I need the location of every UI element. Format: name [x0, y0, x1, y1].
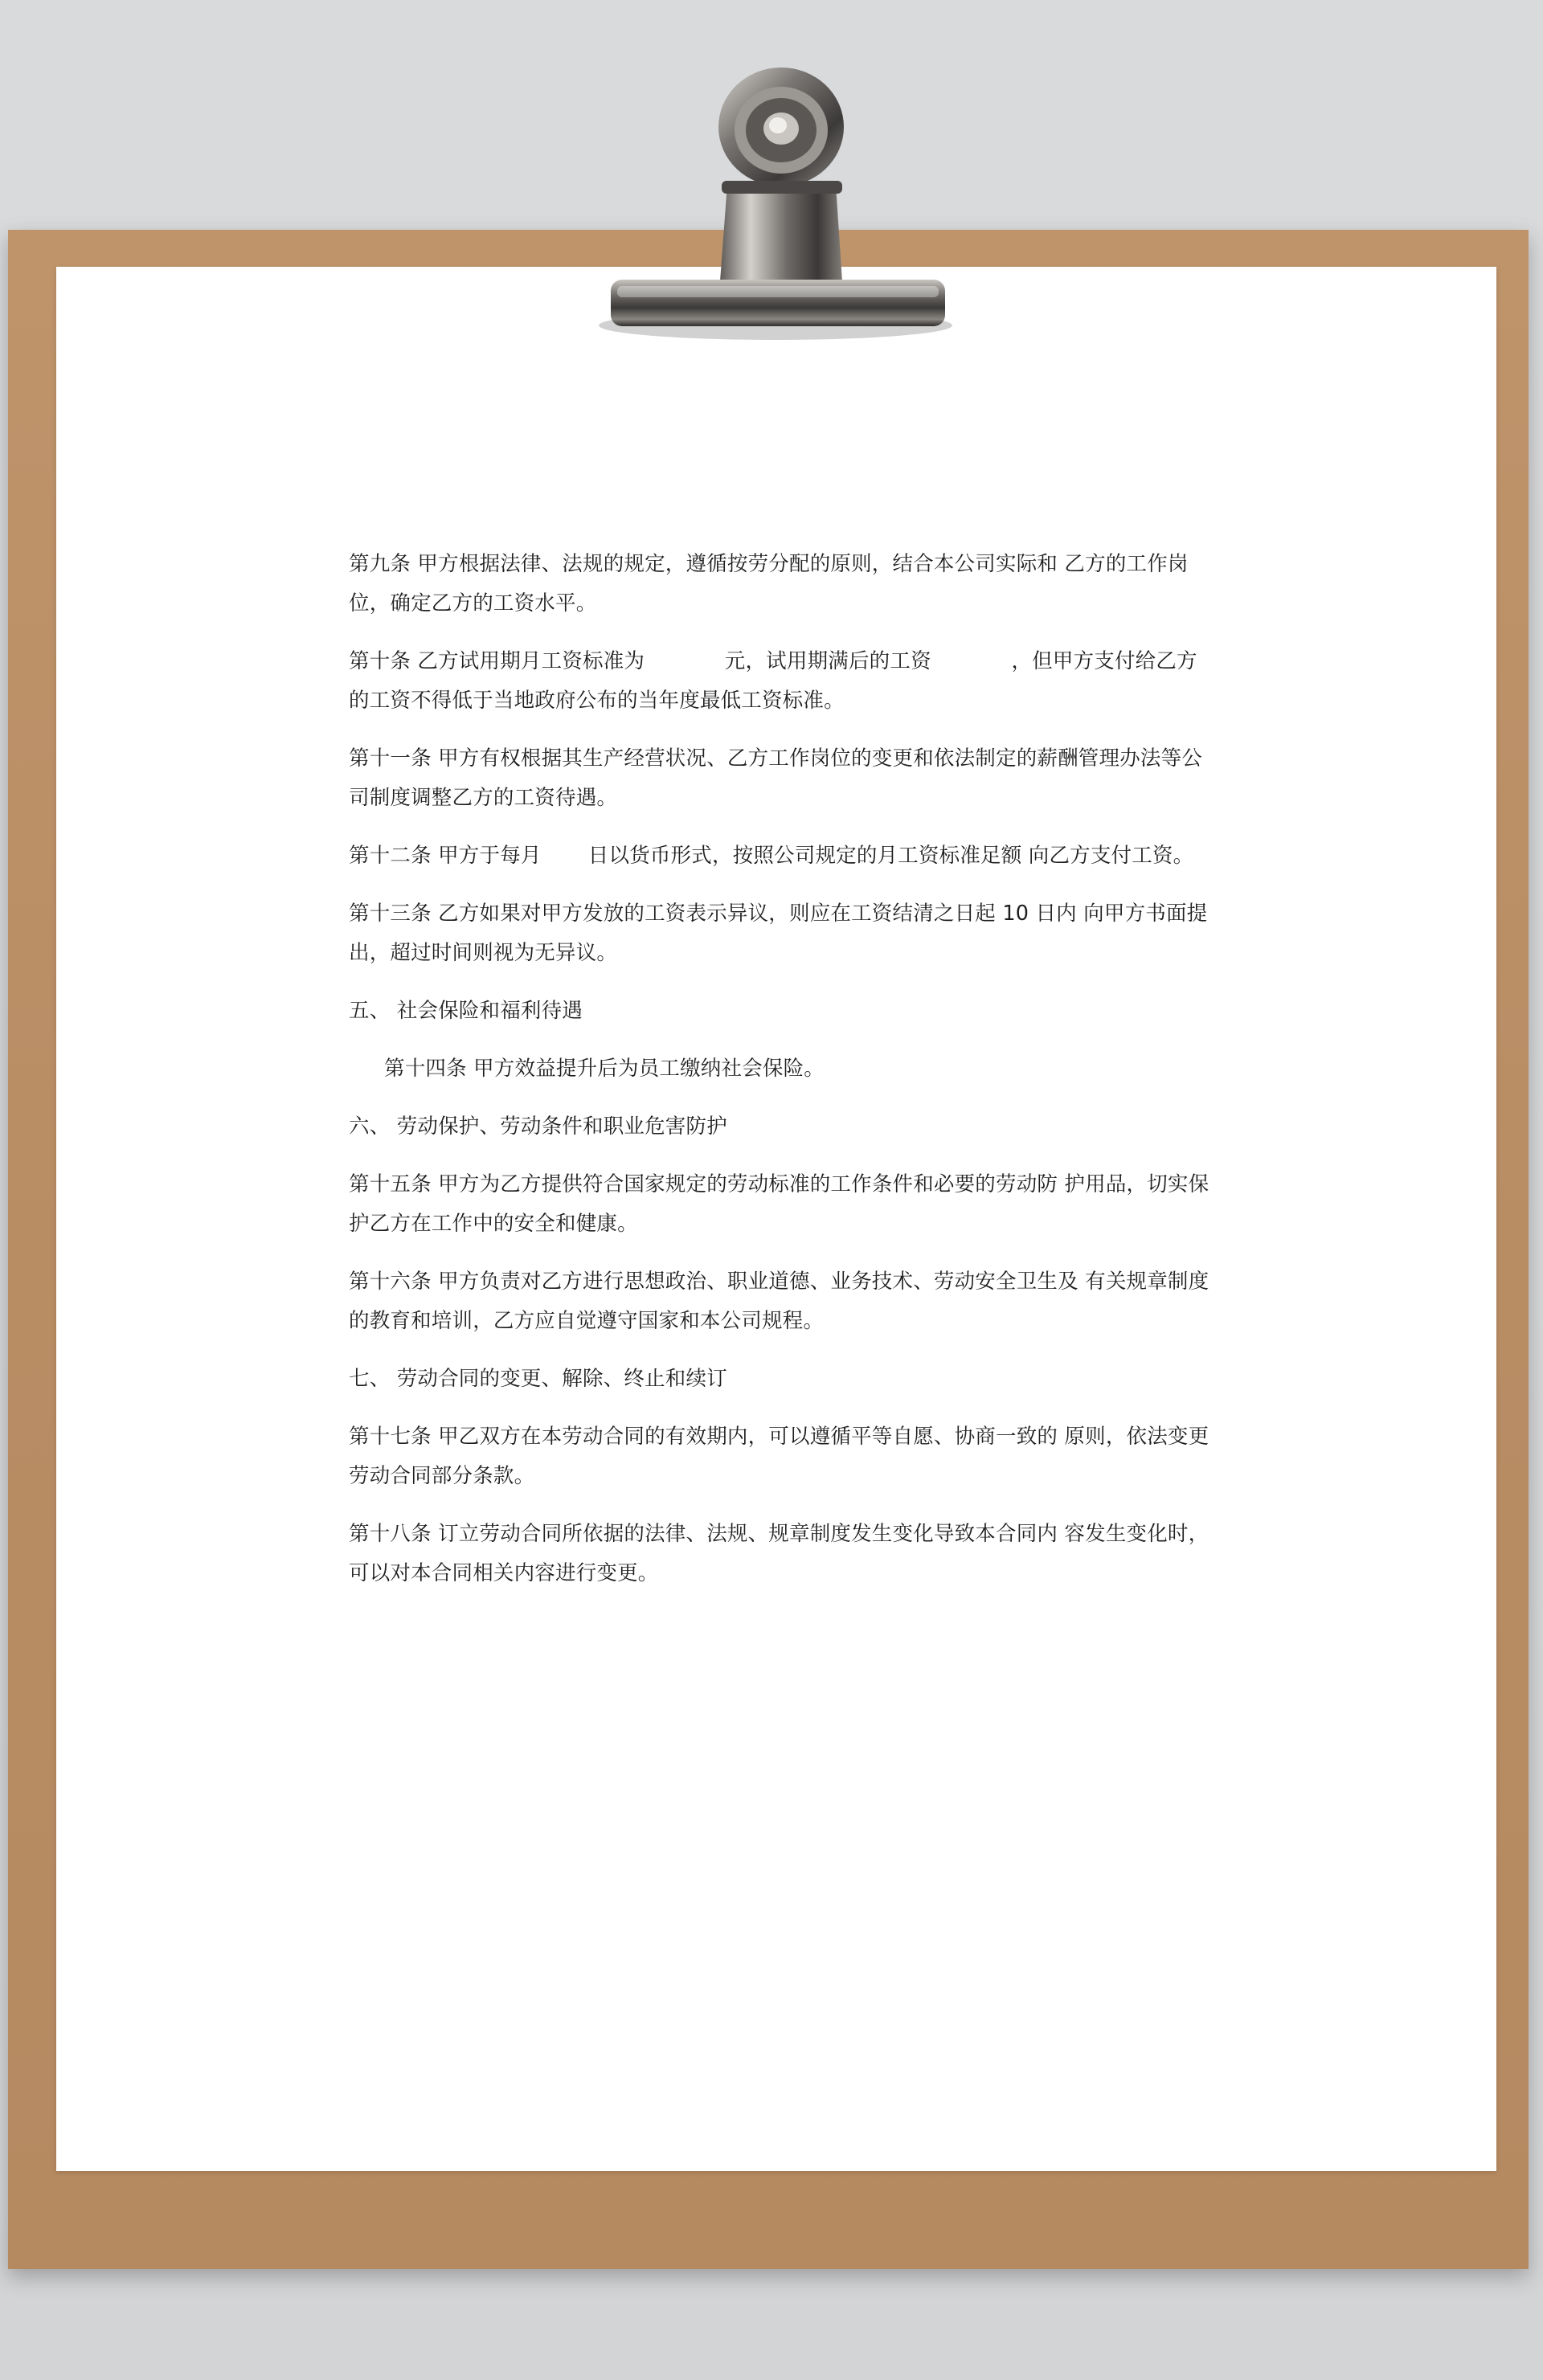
article-16-paragraph: 第十六条 甲方负责对乙方进行思想政治、职业道德、业务技术、劳动安全卫生及 有关规章制度的教育和培训，乙方应自觉遵守国家和本公司规程。 [349, 1270, 1209, 1333]
article-14-paragraph: 第十四条 甲方效益提升后为员工缴纳社会保险。 [384, 1057, 825, 1081]
article-10-paragraph: 第十条 乙方试用期月工资标准为 元，试用期满后的工资 ，但甲方支付给乙方的工资不得低于当地政府公布的当年度最低工资标准。 [349, 649, 1197, 713]
section-7-heading: 七、 劳动合同的变更、解除、终止和续订 [349, 1367, 727, 1391]
article-15-paragraph: 第十五条 甲方为乙方提供符合国家规定的劳动标准的工作条件和必要的劳动防 护用品，切实保护乙方在工作中的安全和健康。 [349, 1172, 1209, 1236]
article-9-paragraph: 第九条 甲方根据法律、法规的规定，遵循按劳分配的原则，结合本公司实际和 乙方的工作岗位，确定乙方的工资水平。 [349, 552, 1189, 615]
section-6-heading: 六、 劳动保护、劳动条件和职业危害防护 [349, 1114, 727, 1139]
contract-text-block [349, 545, 1217, 1612]
article-13-paragraph: 第十三条 乙方如果对甲方发放的工资表示异议，则应在工资结清之日起 10 日内 向甲方书面提出，超过时间则视为无异议。 [349, 902, 1208, 965]
binder-clip-icon [579, 48, 964, 354]
article-11-paragraph: 第十一条 甲方有权根据其生产经营状况、乙方工作岗位的变更和依法制定的薪酬管理办法等公司制度调整乙方的工资待遇。 [349, 746, 1203, 810]
section-5-heading: 五、 社会保险和福利待遇 [349, 999, 583, 1023]
article-18-paragraph: 第十八条 订立劳动合同所依据的法律、法规、规章制度发生变化导致本合同内 容发生变化时，可以对本合同相关内容进行变更。 [349, 1522, 1209, 1585]
article-17-paragraph: 第十七条 甲乙双方在本劳动合同的有效期内，可以遵循平等自愿、协商一致的 原则，依法变更劳动合同部分条款。 [349, 1425, 1209, 1488]
article-12-paragraph: 第十二条 甲方于每月 日以货币形式，按照公司规定的月工资标准足额 向乙方支付工资。 [349, 844, 1194, 868]
